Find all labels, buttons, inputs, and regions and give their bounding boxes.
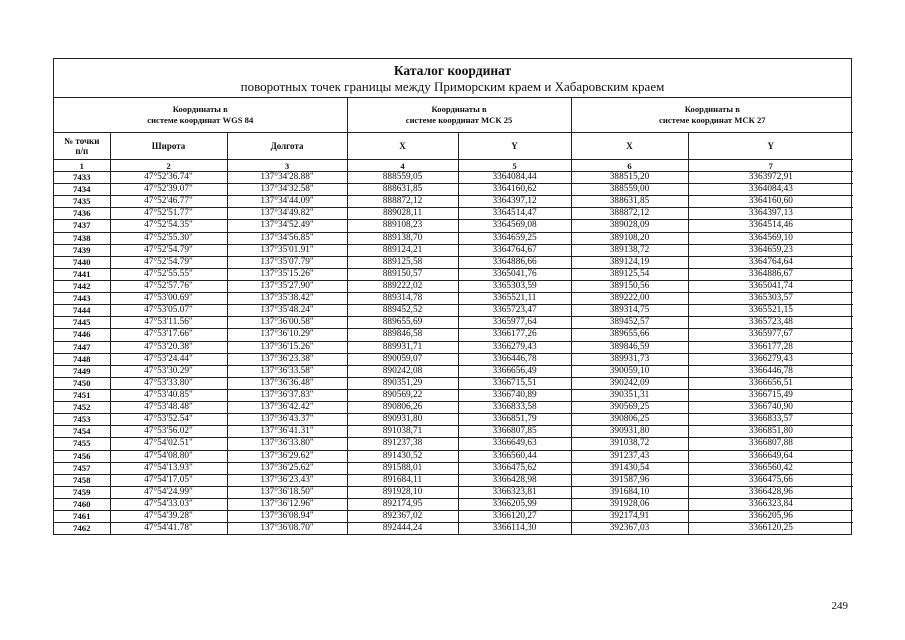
cell-msk25-y: 3364764,67 (458, 244, 571, 256)
table-row (54, 402, 853, 414)
cell-latitude: 47°53'17.66" (110, 329, 227, 341)
cell-point-number: 7446 (54, 329, 110, 341)
cell-msk27-y: 3366177,28 (688, 341, 853, 353)
cell-latitude: 47°54'41.78" (110, 523, 227, 535)
cell-latitude: 47°52'54.35" (110, 220, 227, 232)
table-row (54, 365, 853, 377)
cell-latitude: 47°52'57.76" (110, 280, 227, 292)
table-row (54, 341, 853, 353)
cell-point-number: 7460 (54, 498, 110, 510)
column-header-msk27-x: X (571, 133, 688, 160)
cell-latitude: 47°54'39.28" (110, 511, 227, 523)
cell-msk27-y: 3364886,67 (688, 268, 853, 280)
column-number: 4 (347, 160, 458, 172)
cell-msk27-y: 3366323,84 (688, 498, 853, 510)
cell-longitude: 137°36'41.31" (227, 426, 347, 438)
cell-msk25-y: 3366740,89 (458, 389, 571, 401)
cell-msk25-x: 891038,71 (347, 426, 458, 438)
cell-point-number: 7440 (54, 256, 110, 268)
cell-msk27-y: 3366807,88 (688, 438, 853, 450)
cell-longitude: 137°36'23.43" (227, 474, 347, 486)
cell-msk25-x: 890059,07 (347, 353, 458, 365)
document-title: Каталог координат (393, 63, 512, 78)
cell-msk27-y: 3366649,64 (688, 450, 853, 462)
cell-msk27-y: 3366428,96 (688, 486, 853, 498)
cell-msk27-y: 3365977,67 (688, 329, 853, 341)
cell-msk27-x: 389452,57 (571, 317, 688, 329)
cell-point-number: 7452 (54, 402, 110, 414)
cell-longitude: 137°36'33.80" (227, 438, 347, 450)
cell-msk27-y: 3366205,96 (688, 511, 853, 523)
cell-point-number: 7442 (54, 280, 110, 292)
coordinate-catalog-document (53, 58, 852, 535)
cell-msk25-y: 3366475,62 (458, 462, 571, 474)
cell-msk25-y: 3365303,59 (458, 280, 571, 292)
table-row (54, 172, 853, 184)
cell-msk25-x: 890806,26 (347, 402, 458, 414)
cell-msk25-y: 3365041,76 (458, 268, 571, 280)
cell-msk25-x: 890351,29 (347, 377, 458, 389)
cell-msk25-y: 3366279,43 (458, 341, 571, 353)
cell-point-number: 7456 (54, 450, 110, 462)
cell-msk25-x: 888559,05 (347, 172, 458, 184)
table-row (54, 268, 853, 280)
cell-longitude: 137°36'08.70" (227, 523, 347, 535)
cell-point-number: 7448 (54, 353, 110, 365)
table-row (54, 498, 853, 510)
cell-point-number: 7443 (54, 293, 110, 305)
cell-latitude: 47°52'39.07" (110, 184, 227, 196)
cell-msk25-y: 3366114,30 (458, 523, 571, 535)
cell-msk27-y: 3364659,23 (688, 244, 853, 256)
cell-longitude: 137°36'23.38" (227, 353, 347, 365)
cell-msk27-y: 3366656,51 (688, 377, 853, 389)
cell-msk25-y: 3366715,51 (458, 377, 571, 389)
cell-latitude: 47°53'40.85" (110, 389, 227, 401)
cell-point-number: 7445 (54, 317, 110, 329)
cell-msk25-y: 3364659,25 (458, 232, 571, 244)
cell-latitude: 47°53'33.80" (110, 377, 227, 389)
table-row (54, 305, 853, 317)
table-row (54, 293, 853, 305)
cell-point-number: 7433 (54, 172, 110, 184)
cell-msk25-y: 3365977,64 (458, 317, 571, 329)
cell-msk25-x: 890242,08 (347, 365, 458, 377)
cell-point-number: 7461 (54, 511, 110, 523)
cell-longitude: 137°34'32.58" (227, 184, 347, 196)
cell-msk25-x: 891430,52 (347, 450, 458, 462)
column-number: 3 (227, 160, 347, 172)
cell-latitude: 47°54'08.80" (110, 450, 227, 462)
coordinates-table (54, 98, 853, 534)
cell-point-number: 7439 (54, 244, 110, 256)
cell-point-number: 7453 (54, 414, 110, 426)
cell-point-number: 7458 (54, 474, 110, 486)
cell-msk27-x: 388631,85 (571, 196, 688, 208)
cell-msk25-x: 891237,38 (347, 438, 458, 450)
table-row (54, 353, 853, 365)
cell-msk27-x: 390931,80 (571, 426, 688, 438)
cell-msk27-x: 389108,20 (571, 232, 688, 244)
cell-msk27-x: 392174,91 (571, 511, 688, 523)
page-number: 249 (831, 600, 848, 612)
table-row (54, 389, 853, 401)
cell-point-number: 7441 (54, 268, 110, 280)
table-row (54, 523, 853, 535)
cell-point-number: 7447 (54, 341, 110, 353)
cell-msk27-y: 3364764,64 (688, 256, 853, 268)
cell-msk25-y: 3366120,27 (458, 511, 571, 523)
cell-msk25-y: 3366446,78 (458, 353, 571, 365)
column-header-msk27-y: Y (688, 133, 853, 160)
cell-msk27-x: 391928,06 (571, 498, 688, 510)
cell-msk27-x: 389150,56 (571, 280, 688, 292)
cell-msk27-y: 3365723,48 (688, 317, 853, 329)
table-row (54, 486, 853, 498)
cell-point-number: 7435 (54, 196, 110, 208)
table-body (54, 172, 853, 535)
cell-msk27-x: 392367,03 (571, 523, 688, 535)
cell-msk27-x: 389222,00 (571, 293, 688, 305)
cell-point-number: 7455 (54, 438, 110, 450)
cell-latitude: 47°52'55.55" (110, 268, 227, 280)
cell-msk25-x: 891684,11 (347, 474, 458, 486)
cell-longitude: 137°35'01.91" (227, 244, 347, 256)
cell-msk25-y: 3365521,11 (458, 293, 571, 305)
cell-msk25-y: 3366807,85 (458, 426, 571, 438)
cell-point-number: 7434 (54, 184, 110, 196)
table-row (54, 220, 853, 232)
cell-msk25-y: 3366323,81 (458, 486, 571, 498)
cell-msk25-x: 889931,71 (347, 341, 458, 353)
cell-msk27-x: 389124,19 (571, 256, 688, 268)
table-row (54, 208, 853, 220)
cell-msk27-y: 3366279,43 (688, 353, 853, 365)
cell-msk27-y: 3366715,49 (688, 389, 853, 401)
cell-latitude: 47°53'56.02" (110, 426, 227, 438)
cell-latitude: 47°54'33.03" (110, 498, 227, 510)
cell-msk27-y: 3366560,42 (688, 462, 853, 474)
cell-point-number: 7449 (54, 365, 110, 377)
cell-msk27-y: 3366740,90 (688, 402, 853, 414)
cell-msk25-y: 3366851,79 (458, 414, 571, 426)
cell-latitude: 47°54'24.99" (110, 486, 227, 498)
cell-msk27-x: 391587,96 (571, 474, 688, 486)
cell-msk25-x: 889655,69 (347, 317, 458, 329)
document-subtitle: поворотных точек границы между Приморским краем и Хабаровским краем (240, 79, 665, 94)
cell-longitude: 137°36'42.42" (227, 402, 347, 414)
cell-latitude: 47°53'05.07" (110, 305, 227, 317)
cell-msk27-x: 390569,25 (571, 402, 688, 414)
cell-longitude: 137°34'44.09" (227, 196, 347, 208)
cell-msk27-x: 388872,12 (571, 208, 688, 220)
table-row (54, 244, 853, 256)
cell-longitude: 137°36'12.96" (227, 498, 347, 510)
cell-msk25-y: 3365723,47 (458, 305, 571, 317)
cell-msk25-x: 889452,52 (347, 305, 458, 317)
cell-msk27-x: 389931,73 (571, 353, 688, 365)
cell-msk27-y: 3365303,57 (688, 293, 853, 305)
column-number: 5 (458, 160, 571, 172)
cell-longitude: 137°36'25.62" (227, 462, 347, 474)
cell-msk27-x: 391038,72 (571, 438, 688, 450)
cell-msk25-x: 889125,58 (347, 256, 458, 268)
cell-msk25-x: 891588,01 (347, 462, 458, 474)
table-row (54, 450, 853, 462)
column-number: 2 (110, 160, 227, 172)
cell-msk25-y: 3366560,44 (458, 450, 571, 462)
cell-latitude: 47°53'20.38" (110, 341, 227, 353)
cell-msk25-x: 889846,58 (347, 329, 458, 341)
cell-msk25-y: 3366205,99 (458, 498, 571, 510)
cell-msk25-y: 3364569,08 (458, 220, 571, 232)
system-header-msk27: Координаты в системе координат МСК 27 (571, 98, 853, 133)
cell-longitude: 137°36'08.94" (227, 511, 347, 523)
cell-msk25-y: 3364514,47 (458, 208, 571, 220)
cell-point-number: 7438 (54, 232, 110, 244)
cell-point-number: 7436 (54, 208, 110, 220)
column-number: 6 (571, 160, 688, 172)
cell-point-number: 7444 (54, 305, 110, 317)
cell-msk27-y: 3366120,25 (688, 523, 853, 535)
cell-latitude: 47°54'17.05" (110, 474, 227, 486)
column-header-msk25-y: Y (458, 133, 571, 160)
cell-msk25-x: 888872,12 (347, 196, 458, 208)
cell-latitude: 47°52'36.74" (110, 172, 227, 184)
cell-msk25-x: 892444,24 (347, 523, 458, 535)
cell-msk27-x: 388515,20 (571, 172, 688, 184)
cell-msk27-x: 390059,10 (571, 365, 688, 377)
column-header-latitude: Широта (110, 133, 227, 160)
table-row (54, 462, 853, 474)
cell-longitude: 137°36'37.83" (227, 389, 347, 401)
column-header-msk25-x: X (347, 133, 458, 160)
cell-point-number: 7437 (54, 220, 110, 232)
column-number: 7 (688, 160, 853, 172)
cell-latitude: 47°54'13.93" (110, 462, 227, 474)
cell-msk27-y: 3364397,13 (688, 208, 853, 220)
cell-longitude: 137°36'29.62" (227, 450, 347, 462)
cell-longitude: 137°36'15.26" (227, 341, 347, 353)
cell-longitude: 137°35'38.42" (227, 293, 347, 305)
cell-msk25-x: 889222,02 (347, 280, 458, 292)
cell-latitude: 47°52'55.30" (110, 232, 227, 244)
cell-latitude: 47°52'51.77" (110, 208, 227, 220)
table-row (54, 256, 853, 268)
table-header (54, 98, 853, 172)
cell-point-number: 7450 (54, 377, 110, 389)
cell-msk27-y: 3364514,46 (688, 220, 853, 232)
cell-msk27-y: 3366851,80 (688, 426, 853, 438)
cell-msk27-y: 3364160,60 (688, 196, 853, 208)
cell-msk27-y: 3365041,74 (688, 280, 853, 292)
cell-point-number: 7454 (54, 426, 110, 438)
cell-longitude: 137°34'28.88" (227, 172, 347, 184)
cell-msk27-y: 3364084,43 (688, 184, 853, 196)
cell-msk25-x: 892174,95 (347, 498, 458, 510)
cell-latitude: 47°53'30.29" (110, 365, 227, 377)
column-header-point-number: № точки п/п (54, 133, 110, 160)
cell-msk25-x: 890569,22 (347, 389, 458, 401)
cell-longitude: 137°35'48.24" (227, 305, 347, 317)
cell-msk27-y: 3363972,91 (688, 172, 853, 184)
cell-msk27-x: 389028,09 (571, 220, 688, 232)
cell-msk25-x: 892367,02 (347, 511, 458, 523)
table-row (54, 184, 853, 196)
cell-msk25-x: 889314,78 (347, 293, 458, 305)
cell-msk25-x: 891928,10 (347, 486, 458, 498)
cell-msk25-x: 889150,57 (347, 268, 458, 280)
system-header-wgs84: Координаты в системе координат WGS 84 (54, 98, 347, 133)
cell-longitude: 137°36'36.48" (227, 377, 347, 389)
cell-msk25-x: 889108,23 (347, 220, 458, 232)
cell-msk27-x: 391684,10 (571, 486, 688, 498)
cell-longitude: 137°36'43.37" (227, 414, 347, 426)
cell-msk27-x: 390806,25 (571, 414, 688, 426)
cell-msk25-y: 3364160,62 (458, 184, 571, 196)
cell-latitude: 47°53'52.54" (110, 414, 227, 426)
cell-msk27-x: 389125,54 (571, 268, 688, 280)
table-row (54, 317, 853, 329)
cell-longitude: 137°36'33.58" (227, 365, 347, 377)
cell-latitude: 47°52'54.79" (110, 256, 227, 268)
table-row (54, 329, 853, 341)
cell-longitude: 137°35'27.90" (227, 280, 347, 292)
cell-msk27-x: 389138,72 (571, 244, 688, 256)
cell-longitude: 137°34'56.85" (227, 232, 347, 244)
cell-msk27-y: 3366475,66 (688, 474, 853, 486)
cell-point-number: 7462 (54, 523, 110, 535)
cell-msk27-x: 389846,59 (571, 341, 688, 353)
table-row (54, 474, 853, 486)
system-header-msk25: Координаты в системе координат МСК 25 (347, 98, 571, 133)
cell-msk27-x: 391237,43 (571, 450, 688, 462)
cell-latitude: 47°52'46.77" (110, 196, 227, 208)
cell-msk27-x: 389314,75 (571, 305, 688, 317)
cell-msk25-y: 3366177,26 (458, 329, 571, 341)
cell-longitude: 137°35'07.79" (227, 256, 347, 268)
title-block (54, 59, 851, 98)
table-row (54, 511, 853, 523)
cell-msk25-y: 3364397,12 (458, 196, 571, 208)
cell-msk25-y: 3366833,58 (458, 402, 571, 414)
cell-msk27-x: 388559,00 (571, 184, 688, 196)
cell-longitude: 137°34'52.49" (227, 220, 347, 232)
cell-msk27-x: 389655,66 (571, 329, 688, 341)
cell-latitude: 47°54'02.51" (110, 438, 227, 450)
cell-msk27-x: 391430,54 (571, 462, 688, 474)
cell-msk25-x: 889028,11 (347, 208, 458, 220)
cell-longitude: 137°36'00.58" (227, 317, 347, 329)
cell-latitude: 47°53'48.48" (110, 402, 227, 414)
cell-msk27-y: 3365521,15 (688, 305, 853, 317)
cell-msk25-y: 3366649,63 (458, 438, 571, 450)
cell-msk25-y: 3364886,66 (458, 256, 571, 268)
cell-msk25-y: 3366656,49 (458, 365, 571, 377)
table-row (54, 280, 853, 292)
table-row (54, 414, 853, 426)
cell-longitude: 137°34'49.82" (227, 208, 347, 220)
cell-msk27-y: 3366446,78 (688, 365, 853, 377)
cell-msk27-x: 390242,09 (571, 377, 688, 389)
cell-msk25-x: 890931,80 (347, 414, 458, 426)
column-number: 1 (54, 160, 110, 172)
cell-latitude: 47°53'11.56" (110, 317, 227, 329)
cell-longitude: 137°36'18.50" (227, 486, 347, 498)
cell-msk25-x: 889138,70 (347, 232, 458, 244)
cell-msk25-y: 3364084,44 (458, 172, 571, 184)
table-row (54, 377, 853, 389)
cell-latitude: 47°53'24.44" (110, 353, 227, 365)
table-row (54, 232, 853, 244)
cell-msk27-x: 390351,31 (571, 389, 688, 401)
table-row (54, 196, 853, 208)
cell-longitude: 137°36'10.29" (227, 329, 347, 341)
cell-latitude: 47°53'00.69" (110, 293, 227, 305)
cell-msk27-y: 3364569,10 (688, 232, 853, 244)
cell-msk27-y: 3366833,57 (688, 414, 853, 426)
cell-point-number: 7451 (54, 389, 110, 401)
cell-point-number: 7457 (54, 462, 110, 474)
table-row (54, 438, 853, 450)
cell-longitude: 137°35'15.26" (227, 268, 347, 280)
cell-msk25-x: 889124,21 (347, 244, 458, 256)
cell-point-number: 7459 (54, 486, 110, 498)
cell-msk25-x: 888631,85 (347, 184, 458, 196)
table-row (54, 426, 853, 438)
cell-latitude: 47°52'54.79" (110, 244, 227, 256)
column-header-longitude: Долгота (227, 133, 347, 160)
cell-msk25-y: 3366428,98 (458, 474, 571, 486)
